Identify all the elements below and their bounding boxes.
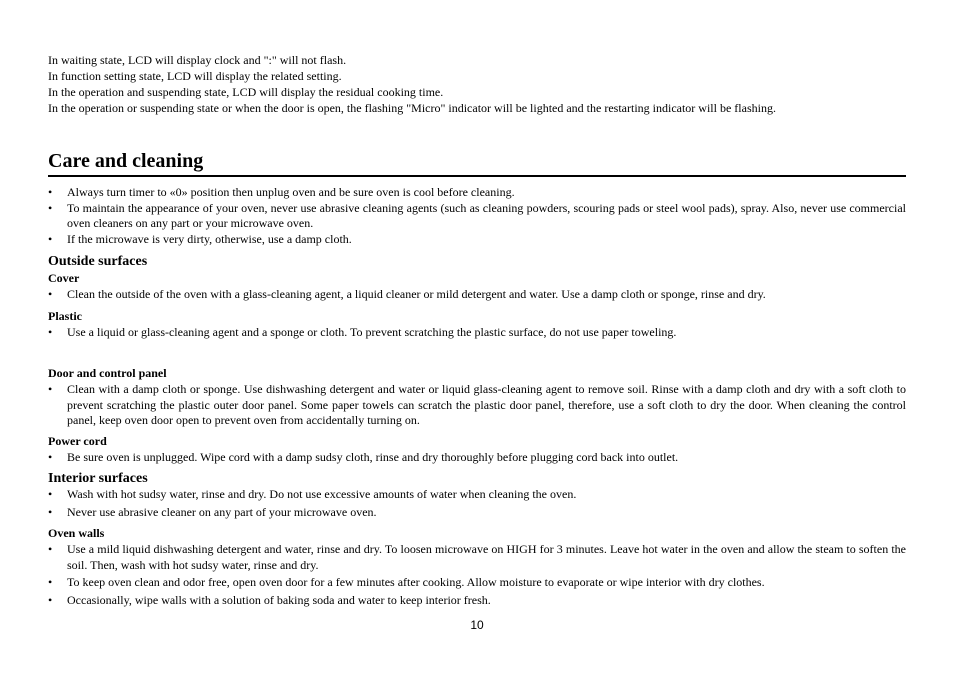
outside-surfaces-heading: Outside surfaces [48, 254, 148, 269]
bullet-icon: • [48, 185, 53, 199]
list-item: • To maintain the appearance of your oven, never use abrasive cleaning agents (such as cleaning powders, scouring pads or steel wool pads), spray. Also, never use commercial oven cleaners on any part or your microwave oven. [48, 200, 906, 230]
oven-walls-heading: Oven walls [48, 526, 105, 540]
bullet-icon: • [48, 200, 53, 215]
list-item: • To keep oven clean and odor free, open oven door for a few minutes after cooking. Allow moisture to evaporate or wipe interior with dry clothes. [48, 575, 765, 589]
bullet-icon: • [48, 231, 53, 246]
list-item: • Occasionally, wipe walls with a solution of baking soda and water to keep interior fresh. [48, 592, 491, 607]
door-panel-list [48, 382, 906, 429]
bullet-icon: • [48, 324, 53, 339]
intro-line: In the operation and suspending state, LCD will display the residual cooking time. [48, 85, 444, 99]
bullet-icon: • [48, 592, 53, 607]
bullet-icon: • [48, 287, 53, 301]
intro-line: In waiting state, LCD will display clock and ":" will not flash. [48, 53, 347, 67]
door-panel-heading: Door and control panel [48, 366, 167, 380]
list-item: • Clean the outside of the oven with a glass-cleaning agent, a liquid cleaner or mild detergent and water. Use a damp cloth or sponge, rinse and dry. [48, 287, 766, 301]
lcd-state-notes [48, 52, 906, 116]
cover-heading: Cover [48, 271, 80, 285]
section-title: Care and cleaning [48, 149, 906, 177]
bullet-icon: • [48, 575, 53, 589]
cover-list [48, 287, 906, 303]
list-item: • Always turn timer to «0» position then unplug oven and be sure oven is cool before cleaning. [48, 185, 515, 199]
bullet-icon: • [48, 449, 53, 464]
list-item: • Clean with a damp cloth or sponge. Use dishwashing detergent and water or liquid glass-cleaning agent to remove soil. Rinse with a damp cloth and dry with a soft cloth to prevent scratching the plastic outer door panel. Some paper towels can scratch the plastic door panel, therefore, use a soft cloth to dry the door. When cleaning the control panel, keep oven door open to prevent oven from accidentally turning on. [48, 382, 906, 427]
list-item: • Never use abrasive cleaner on any part of your microwave oven. [48, 504, 377, 519]
plastic-heading: Plastic [48, 308, 82, 323]
bullet-icon: • [48, 504, 53, 519]
list-item: • Be sure oven is unplugged. Wipe cord with a damp sudsy cloth, rinse and dry thoroughly before plugging cord back into outlet. [48, 449, 679, 464]
bullet-icon: • [48, 382, 53, 396]
list-item: • If the microwave is very dirty, otherwise, use a damp cloth. [48, 231, 352, 246]
page-number: 10 [470, 618, 484, 632]
intro-line: In the operation or suspending state or when the door is open, the flashing "Micro" indicator will be lighted and the restarting indicator will be flashing. [48, 101, 776, 115]
power-cord-list [48, 450, 906, 466]
general-cleaning-list [48, 185, 906, 247]
list-item: • Use a mild liquid dishwashing detergent and water, rinse and dry. To loosen microwave on HIGH for 3 minutes. Leave hot water in the oven and allow the steam to soften the soil. Then, wash with hot sudsy water, rinse and dry. [48, 542, 906, 572]
bullet-icon: • [48, 542, 53, 556]
oven-walls-list [48, 542, 906, 608]
interior-list [48, 487, 906, 520]
power-cord-heading: Power cord [48, 433, 107, 448]
list-item: • Wash with hot sudsy water, rinse and dry. Do not use excessive amounts of water when cleaning the oven. [48, 487, 577, 501]
intro-line: In function setting state, LCD will display the related setting. [48, 69, 342, 83]
bullet-icon: • [48, 487, 53, 501]
list-item: • Use a liquid or glass-cleaning agent and a sponge or cloth. To prevent scratching the plastic surface, do not use paper toweling. [48, 324, 677, 339]
interior-surfaces-heading: Interior surfaces [48, 471, 148, 486]
plastic-list [48, 325, 906, 341]
manual-page [48, 52, 906, 608]
